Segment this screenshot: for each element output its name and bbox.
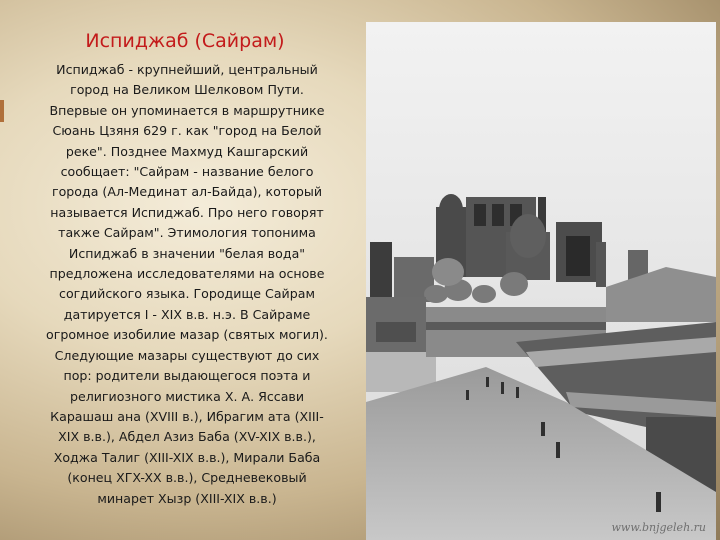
- body-text-line: сообщает: "Сайрам - название белого: [60, 164, 314, 180]
- historic-city-photo: [366, 22, 716, 540]
- slide-body-text: [22, 60, 352, 530]
- body-text-line: минарет Хызр (XIII-XIX в.в.): [97, 490, 277, 506]
- body-text-line: согдийского языка. Городище Сайрам: [59, 286, 315, 302]
- body-text-line: Впервые он упоминается в маршрутнике: [49, 102, 325, 118]
- body-text-line: Сюань Цзяня 629 г. как "город на Белой: [52, 123, 322, 139]
- body-text-line: город на Великом Шелковом Пути.: [70, 82, 304, 98]
- body-text-line: также Сайрам". Этимология топонима: [58, 225, 316, 241]
- body-text-line: Испиджаб - крупнейший, центральный: [56, 62, 318, 77]
- body-text-line: пор: родители выдающегося поэта и: [63, 368, 311, 384]
- body-text-line: реке". Позднее Махмуд Кашгарский: [65, 143, 309, 159]
- body-text-line: датируется I - XIX в.в. н.э. В Сайраме: [63, 306, 311, 322]
- body-text-line: огромное изобилие мазар (святых могил).: [46, 327, 328, 343]
- body-text-line: Следующие мазары существуют до сих: [54, 347, 320, 363]
- body-text-line: Ходжа Талиг (XIII-XIX в.в.), Мирали Баба: [53, 449, 321, 465]
- body-text-line: Карашаш ана (XVIII в.), Ибрагим ата (XIII-: [50, 408, 324, 424]
- body-text-line: (конец XГX-XX в.в.), Средневековый: [67, 470, 307, 486]
- body-text-line: предложена исследователями на основе: [49, 266, 325, 282]
- slide-title: Испиджаб (Сайрам): [85, 30, 285, 52]
- body-text-line: религиозного мистика Х. А. Яссави: [69, 388, 305, 404]
- edge-tab-marker: [0, 100, 4, 122]
- photo-watermark: www.bnjgeleh.ru: [611, 521, 706, 534]
- body-text-line: называется Испиджаб. Про него говорят: [50, 204, 324, 220]
- body-text-line: XIX в.в.), Абдел Азиз Баба (XV-XIX в.в.),: [58, 429, 316, 445]
- body-text-line: Испиджаб в значении "белая вода": [68, 245, 306, 261]
- city-street-illustration: [366, 22, 716, 540]
- body-text-line: города (Ал-Мединат ал-Байда), который: [51, 184, 323, 200]
